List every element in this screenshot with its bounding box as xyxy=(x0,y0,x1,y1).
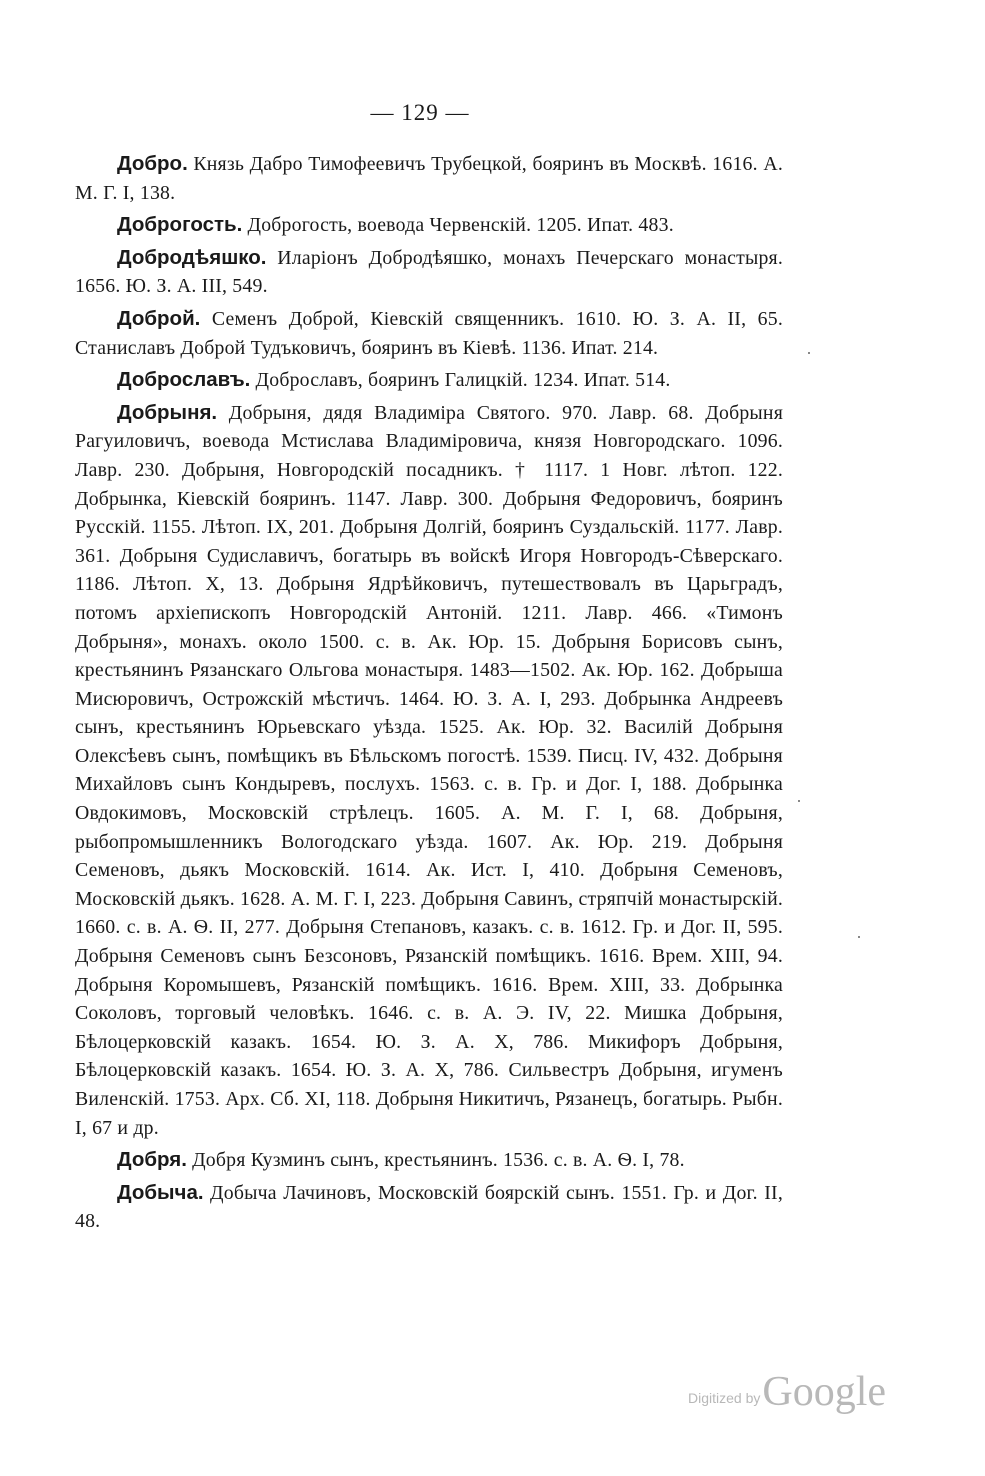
entry-dobycha xyxy=(75,1179,783,1236)
entry-text: Доброславъ, бояринъ Галицкій. 1234. Ипат. 514. xyxy=(255,369,671,392)
entry-text: Добрыня, дядя Владиміра Святого. 970. Лавр. 68. Добрыня Рагуиловичъ, воевода Мстислава Владиміровича, князя Новгородскаго. 1096. Лавр. 230. Добрыня, Новгородскій посадникъ. † 1117. 1 Новг. лѣтоп. 122. Добрынка, Кіевскій бояринъ. 1147. Лавр. 300. Добрыня Федоровичъ, бояринъ Русскій. 1155. Лѣтоп. IX, 201. Добрыня Долгій, бояринъ Суздальскій. 1177. Лавр. 361. Добрыня Судиславичъ, богатырь въ войскѣ Игоря Новгородъ-Сѣверскаго. 1186. Лѣтоп. X, 13. Добрыня Ядрѣйковичъ, путешествовалъ въ Царьградъ, потомъ архіепископъ Новгородскій Антоній. 1211. Лавр. 466. «Тимонъ Добрыня», монахъ. около 1500. с. в. Ак. Юр. 15. Добрыня Борисовъ сынъ, крестьянинъ Рязанскаго Ольгова монастыря. 1483—1502. Ак. Юр. 162. Добрыша Мисюровичъ, Острожскій мѣстичъ. 1464. Ю. З. А. I, 293. Добрынка Андреевъ сынъ, крестьянинъ Юрьевскаго уѣзда. 1525. Ак. Юр. 32. Василій Добрыня Олексѣевъ сынъ, помѣщикъ въ Бѣльскомъ погостѣ. 1539. Писц. IV, 432. Добрыня Михайловъ сынъ Кондыревъ, послухъ. 1563. с. в. Гр. и Дог. I, 188. Добрынка Овдокимовъ, Московскій стрѣлецъ. 1605. А. М. Г. I, 68. Добрыня, рыбопромышленникъ Вологодскаго уѣзда. 1607. Ак. Юр. 219. Добрыня Семеновъ, дьякъ Московскій. 1614. Ак. Ист. I, 410. Добрыня Семеновъ, Московскій дьякъ. 1628. А. М. Г. I, 223. Добрыня Савинъ, стряпчій монастырскій. 1660. с. в. А. Ѳ. II, 277. Добрыня Степановъ, казакъ. с. в. 1612. Гр. и Дог. II, 595. Добрыня Семеновъ сынъ Безсоновъ, Рязанскій помѣщикъ. 1616. Врем. XIII, 94. Добрыня Коромышевъ, Рязанскій помѣщикъ. 1616. Врем. XIII, 33. Добрынка Соколовъ, торговый человѣкъ. 1646. с. в. А. Э. IV, 22. Мишка Добрыня, Бѣлоцерковскій казакъ. 1654. Ю. З. А. X, 786. Микифоръ Добрыня, Бѣлоцерковскій казакъ. 1654. Ю. З. А. X, 786. Сильвестръ Добрыня, игуменъ Виленскій. 1753. Арх. Сб. XI, 118. Добрыня Никитичъ, Рязанецъ, богатырь. Рыбн. I, 67 и др. xyxy=(75,401,784,1139)
entry-headword: Добрыня. xyxy=(117,400,218,424)
entry-headword: Добыча. xyxy=(117,1180,204,1204)
entry-headword: Добря. xyxy=(117,1148,187,1172)
google-digitized-watermark xyxy=(688,1368,886,1416)
digitized-label: Digitized by xyxy=(688,1390,761,1406)
entry-dobrya xyxy=(75,1146,783,1175)
entry-text: Князь Дабро Тимофеевичъ Трубецкой, бояринъ въ Москвѣ. 1616. А. М. Г. I, 138. xyxy=(75,153,783,204)
scan-speck xyxy=(808,352,810,354)
entry-dobroslav xyxy=(75,366,783,395)
entry-headword: Доброславъ. xyxy=(117,368,251,392)
entry-dobrodeyashko xyxy=(75,244,783,301)
entry-text: Добря Кузминъ сынъ, крестьянинъ. 1536. с. в. А. Ѳ. I, 78. xyxy=(192,1149,685,1172)
entry-text: Доброгость, воевода Червенскій. 1205. Ипат. 483. xyxy=(247,214,674,237)
entry-dobro xyxy=(75,150,783,207)
entry-headword: Доброй. xyxy=(117,306,201,330)
entry-headword: Добродѣяшко. xyxy=(117,245,267,269)
page-number: — 129 — xyxy=(370,100,470,125)
dictionary-entries xyxy=(75,150,783,1240)
entry-dobrynya xyxy=(75,399,783,1142)
scan-speck xyxy=(798,800,800,802)
entry-dobrogost xyxy=(75,211,783,240)
google-logo: Google xyxy=(762,1369,887,1415)
entry-dobroy xyxy=(75,305,783,362)
entry-headword: Доброгость. xyxy=(117,213,243,237)
entry-text: Добыча Лачиновъ, Московскій боярскій сынъ. 1551. Гр. и Дог. II, 48. xyxy=(75,1181,783,1233)
entry-text: Иларіонъ Добродѣяшко, монахъ Печерскаго монастыря. 1656. Ю. З. А. III, 549. xyxy=(75,246,783,298)
scan-speck xyxy=(858,936,860,938)
entry-headword: Добро. xyxy=(117,152,188,175)
entry-text: Семенъ Доброй, Кіевскій священникъ. 1610. Ю. З. А. II, 65. Станиславъ Доброй Тудъковичъ, бояринъ въ Кіевѣ. 1136. Ипат. 214. xyxy=(75,307,783,359)
